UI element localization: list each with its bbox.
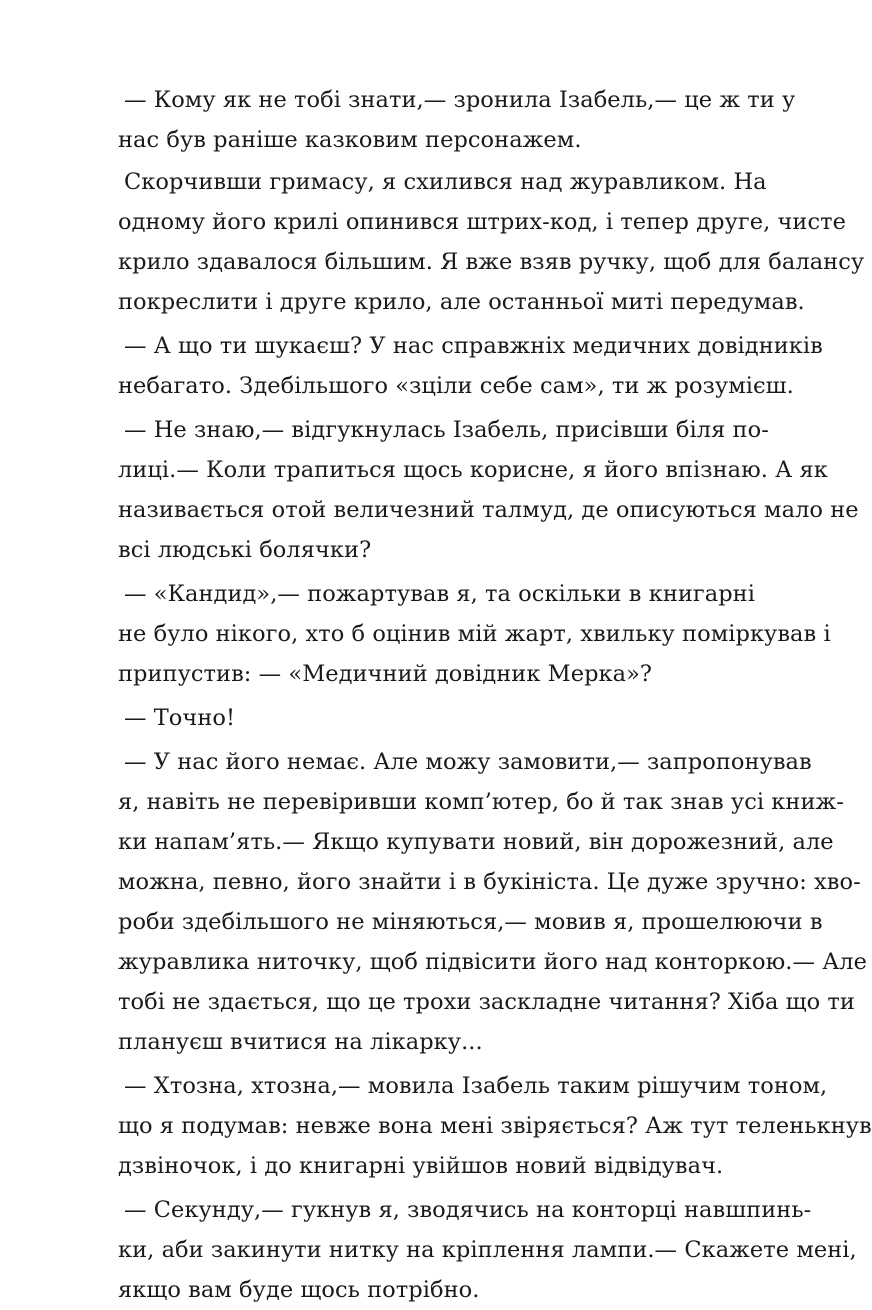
text-line: ки, аби закинути нитку на кріплення лампи.— Скажете мені, <box>118 1237 857 1263</box>
text-line: одному його крилі опинився штрих-код, і тепер друге, чисте <box>118 209 846 235</box>
text-line: — У нас його немає. Але можу замовити,— запропонував <box>124 749 812 775</box>
text-line: журавлика ниточку, щоб підвісити його над конторкою.— Але <box>118 949 868 975</box>
text-line: дзвіночок, і до книгарні увійшов новий відвідувач. <box>118 1153 724 1179</box>
text-line: ки напам’ять.— Якщо купувати новий, він дорожезний, але <box>118 829 834 855</box>
text-line: — А що ти шукаєш? У нас справжніх медичних довідників <box>124 333 823 359</box>
text-line: якщо вам буде щось потрібно. <box>118 1277 480 1303</box>
text-line: припустив: — «Медичний довідник Мерка»? <box>118 661 653 687</box>
text-line: лиці.— Коли трапиться щось корисне, я його впізнаю. А як <box>118 457 828 483</box>
text-line: — Секунду,— гукнув я, зводячись на конторці навшпинь- <box>124 1197 812 1223</box>
text-line: Скорчивши гримасу, я схилився над журавликом. На <box>124 169 767 195</box>
text-line: всі людські болячки? <box>118 537 372 563</box>
text-line: можна, певно, його знайти і в букініста. Це дуже зручно: хво- <box>118 869 861 895</box>
text-line: що я подумав: невже вона мені звіряється? Аж тут теленькнув <box>118 1113 872 1139</box>
text-line: покреслити і друге крило, але останньої миті передумав. <box>118 289 805 315</box>
text-line: не було нікого, хто б оцінив мій жарт, хвильку поміркував і <box>118 621 831 647</box>
text-line: — Кому як не тобі знати,— зронила Ізабель,— це ж ти у <box>124 87 796 113</box>
text-line: роби здебільшого не міняються,— мовив я, прошелюючи в <box>118 909 823 935</box>
text-line: — Точно! <box>124 705 236 731</box>
text-line: — «Кандид»,— пожартував я, та оскільки в книгарні <box>124 581 755 607</box>
text-line: небагато. Здебільшого «зціли себе сам», ти ж розумієш. <box>118 373 794 399</box>
text-line: — Не знаю,— відгукнулась Ізабель, присівши біля по- <box>124 417 769 443</box>
text-line: нас був раніше казковим персонажем. <box>118 127 582 153</box>
text-line: я, навіть не перевіривши комп’ютер, бо й так знав усі книж- <box>118 789 844 815</box>
text-line: — Хтозна, хтозна,— мовила Ізабель таким рішучим тоном, <box>124 1073 828 1099</box>
text-line: тобі не здається, що це трохи заскладне читання? Хіба що ти <box>118 989 855 1015</box>
text-line: крило здавалося більшим. Я вже взяв ручку, щоб для балансу <box>118 249 865 275</box>
text-line: плануєш вчитися на лікарку... <box>118 1029 483 1055</box>
text-line: називається отой величезний талмуд, де описуються мало не <box>118 497 859 523</box>
